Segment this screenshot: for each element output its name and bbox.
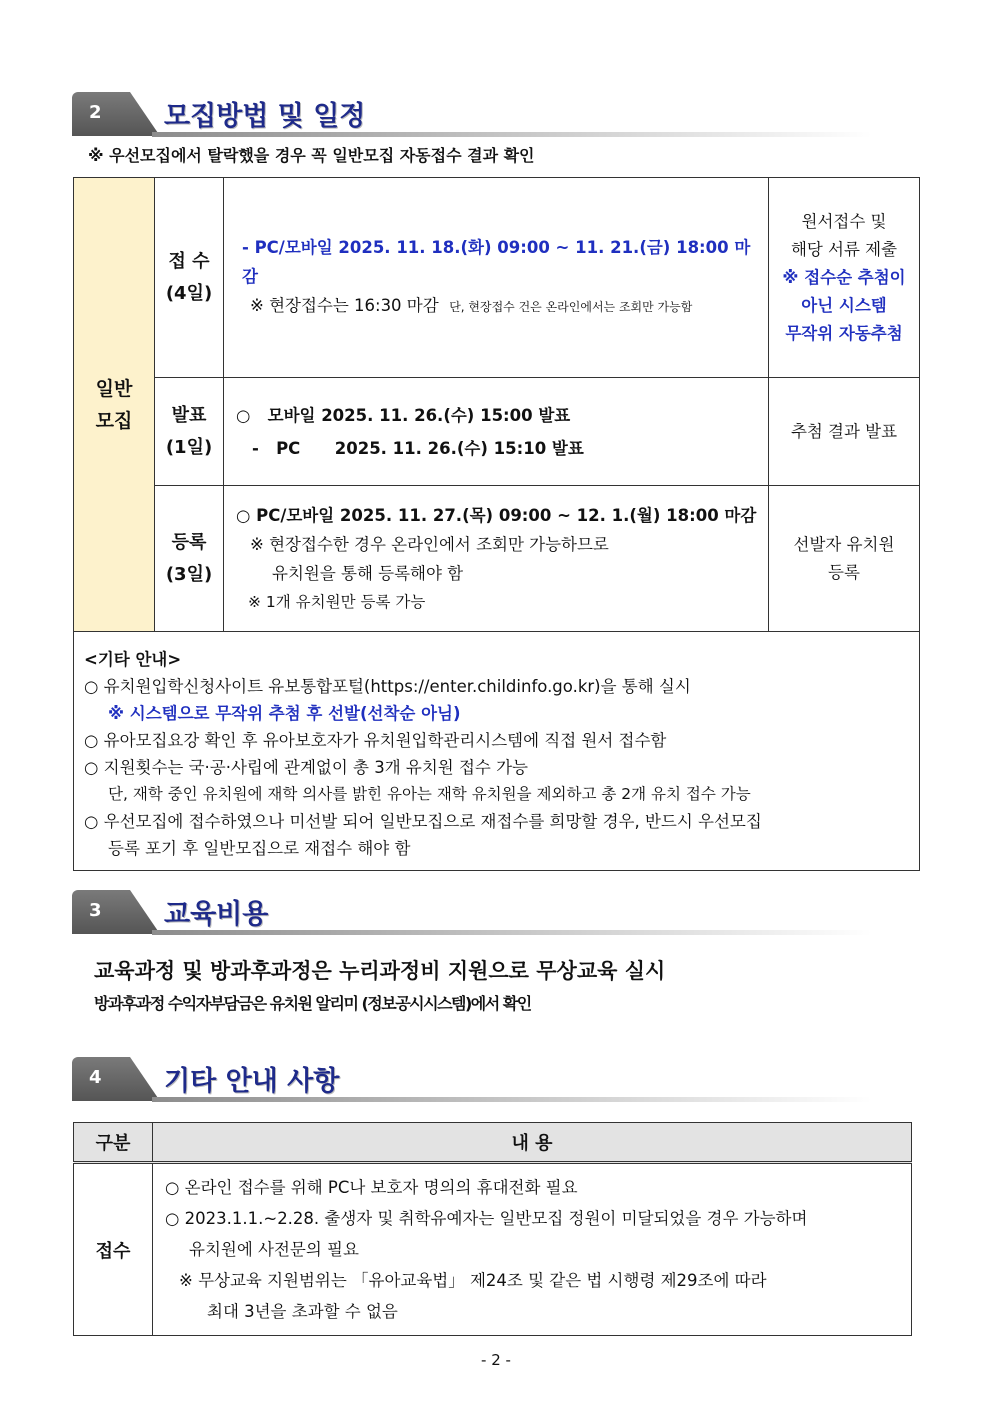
category-cell: 접수	[74, 1163, 153, 1336]
cost-main-line: 교육과정 및 방과후과정은 누리과정비 지원으로 무상교육 실시	[94, 959, 666, 983]
section-header-3	[72, 890, 872, 934]
section-rule	[152, 1097, 872, 1102]
row-content-apply: - PC/모바일 2025. 11. 18.(화) 09:00 ~ 11. 21.(금) 18:00 마감 ※ 현장접수는 16:30 마감 단, 현장접수 건은 온라인에서는 조회만 가능함	[224, 178, 769, 378]
row-content-announce: ○ 모바일 2025. 11. 26.(수) 15:00 발표 - PC 2025. 11. 26.(수) 15:10 발표	[224, 378, 769, 486]
row-label-register: 등록 (3일)	[155, 486, 224, 632]
row-note-apply: 원서접수 및 해당 서류 제출 ※ 접수순 추첨이 아닌 시스템 무작위 자동추첨	[769, 178, 920, 378]
page-number: - 2 -	[481, 1351, 511, 1369]
other-info-table	[73, 1122, 912, 1336]
row-label-apply: 접 수 (4일)	[155, 178, 224, 378]
section-tab	[72, 1057, 160, 1101]
section-tab	[72, 92, 160, 136]
row-content-register: ○ PC/모바일 2025. 11. 27.(목) 09:00 ~ 12. 1.(월) 18:00 마감 ※ 현장접수한 경우 온라인에서 조회만 가능하므로 유치원을 통해 등록해야 함 ※ 1개 유치원만 등록 가능	[224, 486, 769, 632]
section-header-2	[72, 92, 872, 136]
section-number: 4	[89, 1067, 102, 1088]
section-rule	[152, 132, 872, 137]
content-cell: ○ 온라인 접수를 위해 PC나 보호자 명의의 휴대전화 필요 ○ 2023.1.1.~2.28. 출생자 및 취학유예자는 일반모집 정원이 미달되었을 경우 가능하며 유치원에 사전문의 필요 ※ 무상교육 지원범위는 「유아교육법」 제24조 및 같은 법 시행령 제29조에 따라 최대 3년을 초과할 수 없음	[153, 1163, 912, 1336]
section-title: 교육비용	[164, 899, 269, 930]
section-title: 모집방법 및 일정	[164, 101, 366, 132]
schedule-table	[73, 177, 920, 871]
header-category: 구분	[74, 1123, 153, 1163]
section-number: 2	[89, 102, 102, 123]
cost-sub-line: 방과후과정 수익자부담금은 유치원 알리미 (정보공시시스템)에서 확인	[94, 994, 531, 1013]
section-tab	[72, 890, 160, 934]
section-header-4	[72, 1057, 872, 1101]
category-cell: 일반 모집	[74, 178, 155, 632]
section-rule	[152, 930, 872, 935]
section-number: 3	[89, 900, 102, 921]
section-title: 기타 안내 사항	[164, 1066, 340, 1097]
notice-line: ※ 우선모집에서 탈락했을 경우 꼭 일반모집 자동접수 결과 확인	[88, 146, 535, 165]
row-note-register: 선발자 유치원 등록	[769, 486, 920, 632]
header-content: 내 용	[153, 1123, 912, 1163]
row-label-announce: 발표 (1일)	[155, 378, 224, 486]
row-note-announce: 추첨 결과 발표	[769, 378, 920, 486]
other-info-box: <기타 안내> ○ 유치원입학신청사이트 유보통합포털(https://enter.childinfo.go.kr)을 통해 실시 ※ 시스템으로 무작위 추첨 후 선발(선착순 아님) ○ 유아모집요강 확인 후 유아보호자가 유치원입학관리시스템에 직접 원서 접수함 ○ 지원횟수는 국·공·사립에 관계없이 총 3개 유치원 접수 가능 단, 재학 중인 유치원에 재학 의사를 밝힌 유아는 재학 유치원을 제외하고 총 2개 유치 접수 가능 ○ 우선모집에 접수하였으나 미선발 되어 일반모집으로 재접수를 희망할 경우, 반드시 우선모집 등록 포기 후 일반모집으로 재접수 해야 함	[74, 632, 920, 871]
